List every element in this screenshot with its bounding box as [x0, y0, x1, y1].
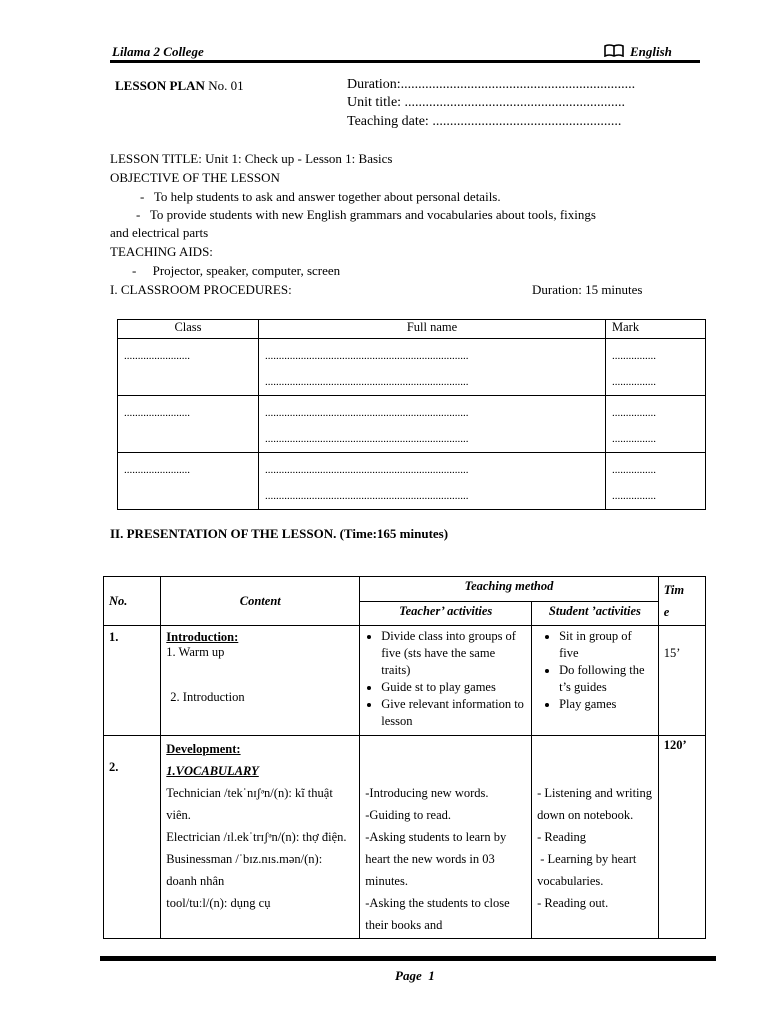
time-header-1: Tim: [663, 583, 685, 597]
row1-student-list: [537, 628, 653, 713]
mark-header-text: Mark: [612, 320, 640, 334]
school-name: Lilama 2 College: [112, 44, 204, 59]
objective-heading-text: OBJECTIVE OF THE LESSON: [110, 170, 280, 185]
teacher-step: -Introducing new words.: [365, 786, 489, 800]
student-step: - Reading out.: [537, 896, 609, 910]
student-step: - Learning by heart vocabularies.: [537, 852, 640, 888]
row1-warmup: 1. Warm up: [166, 645, 225, 659]
lesson-plan-label: [115, 78, 244, 94]
name-dots: ..........................................................................: [265, 433, 469, 445]
time-header: [658, 577, 705, 626]
row2-time: 120’: [658, 736, 705, 939]
vocab-item: Technician /tekˈnɪʃᵊn/(n): kĩ thuật viên.: [166, 786, 333, 822]
vocab-item: tool/tuːl/(n): dụng cụ: [166, 896, 271, 910]
class-header: Class: [118, 320, 259, 339]
class-dots: ........................: [124, 407, 190, 419]
row1-title: Introduction:: [166, 630, 239, 644]
vocab-item: Electrician /ɪl.ekˈtrɪʃᵊn/(n): thợ điện.: [166, 830, 347, 844]
teacher-header: Teacher’ activities: [360, 601, 532, 626]
page-label: Page: [395, 968, 422, 983]
footer-rule: [100, 956, 716, 961]
list-item: • Do following the t’s guides: [559, 662, 653, 696]
book-icon: [604, 44, 624, 57]
student-step: - Reading: [537, 830, 587, 844]
name-dots: ..........................................................................: [265, 407, 469, 419]
procedures-heading: I. CLASSROOM PROCEDURES:: [110, 282, 292, 297]
content-header: Content: [161, 577, 360, 626]
page-number: [395, 968, 435, 984]
mark-dots: ................: [612, 490, 656, 502]
name-dots: ..........................................................................: [265, 490, 469, 502]
objective-item: - To help students to ask and answer together about personal details.: [140, 189, 501, 204]
fullname-header: Full name: [259, 320, 606, 339]
procedures-duration: Duration: 15 minutes: [532, 282, 643, 297]
teacher-step: -Asking students to learn by heart the new words in 03 minutes.: [365, 830, 507, 888]
objective-item-1: To help students to ask and answer together about personal details.: [153, 189, 501, 204]
unit-title-field: Unit title: ...............................................................: [347, 95, 626, 110]
mark-dots: ................: [612, 376, 656, 388]
name-dots: ..........................................................................: [265, 350, 469, 362]
student-step: - Listening and writing down on notebook.: [537, 786, 653, 822]
teaching-aids-item: - Projector, speaker, computer, screen: [132, 263, 341, 278]
duration-field: Duration:...................................................................: [347, 77, 636, 92]
lesson-plan-number: No. 01: [208, 78, 244, 93]
subject-label: [604, 44, 672, 60]
list-item: • Play games: [559, 696, 653, 713]
list-item: • Sit in group of five: [559, 628, 653, 662]
mark-dots: ................: [612, 350, 656, 362]
mark-dots: ................: [612, 464, 656, 476]
no-header: No.: [104, 577, 161, 626]
table-row: [118, 396, 706, 453]
plan-table: [103, 576, 706, 939]
class-dots: ........................: [124, 464, 190, 476]
mark-header: [606, 320, 706, 339]
objective-item: - To provide students with new English grammars and vocabularies about tools, fixings: [136, 207, 596, 222]
teaching-date-field: Teaching date: ......................................................: [347, 114, 622, 129]
lesson-plan-title: LESSON PLAN: [115, 78, 205, 93]
teaching-aids-item-text: Projector, speaker, computer, screen: [152, 263, 341, 278]
table-row: [118, 339, 706, 396]
row2-title: Development:: [166, 742, 241, 756]
student-header: Student ’activities: [532, 601, 659, 626]
page-number-value: 1: [428, 968, 435, 983]
list-item: • Divide class into groups of five (sts have the same traits): [381, 628, 526, 679]
row2-no: 2.: [104, 736, 161, 939]
objective-heading: [110, 170, 280, 186]
table-row: [104, 736, 706, 939]
vocab-item: Businessman /ˈbɪz.nɪs.mən/(n): doanh nhân: [166, 852, 323, 888]
list-item: • Guide st to play games: [381, 679, 526, 696]
mark-dots: ................: [612, 407, 656, 419]
class-dots: ........................: [124, 350, 190, 362]
objective-item-2: To provide students with new English grammars and vocabularies about tools, fixings: [149, 207, 596, 222]
presentation-heading: II. PRESENTATION OF THE LESSON. (Time:165 minutes): [110, 526, 449, 541]
header-rule: [110, 60, 700, 63]
row2-subtitle: 1.VOCABULARY: [166, 764, 259, 778]
row1-no: 1.: [104, 626, 161, 736]
name-dots: ..........................................................................: [265, 376, 469, 388]
subject-text: English: [630, 44, 672, 59]
row1-time: 15’: [658, 626, 705, 736]
objective-item-cont: and electrical parts: [110, 225, 209, 240]
list-item: • Give relevant information to lesson: [381, 696, 526, 730]
class-table: [117, 319, 706, 510]
row1-teacher-list: [365, 628, 526, 730]
teacher-step: -Asking the students to close their books and: [365, 896, 510, 932]
teacher-step: -Guiding to read.: [365, 808, 452, 822]
mark-dots: ................: [612, 433, 656, 445]
table-row: [118, 453, 706, 510]
teaching-aids-heading: TEACHING AIDS:: [110, 244, 213, 259]
table-row: [104, 626, 706, 736]
row1-intro: 2. Introduction: [170, 690, 245, 704]
lesson-title: LESSON TITLE: Unit 1: Check up - Lesson 1: Basics: [110, 151, 393, 166]
time-header-2: e: [663, 605, 670, 619]
name-dots: ..........................................................................: [265, 464, 469, 476]
method-header: Teaching method: [360, 577, 658, 602]
